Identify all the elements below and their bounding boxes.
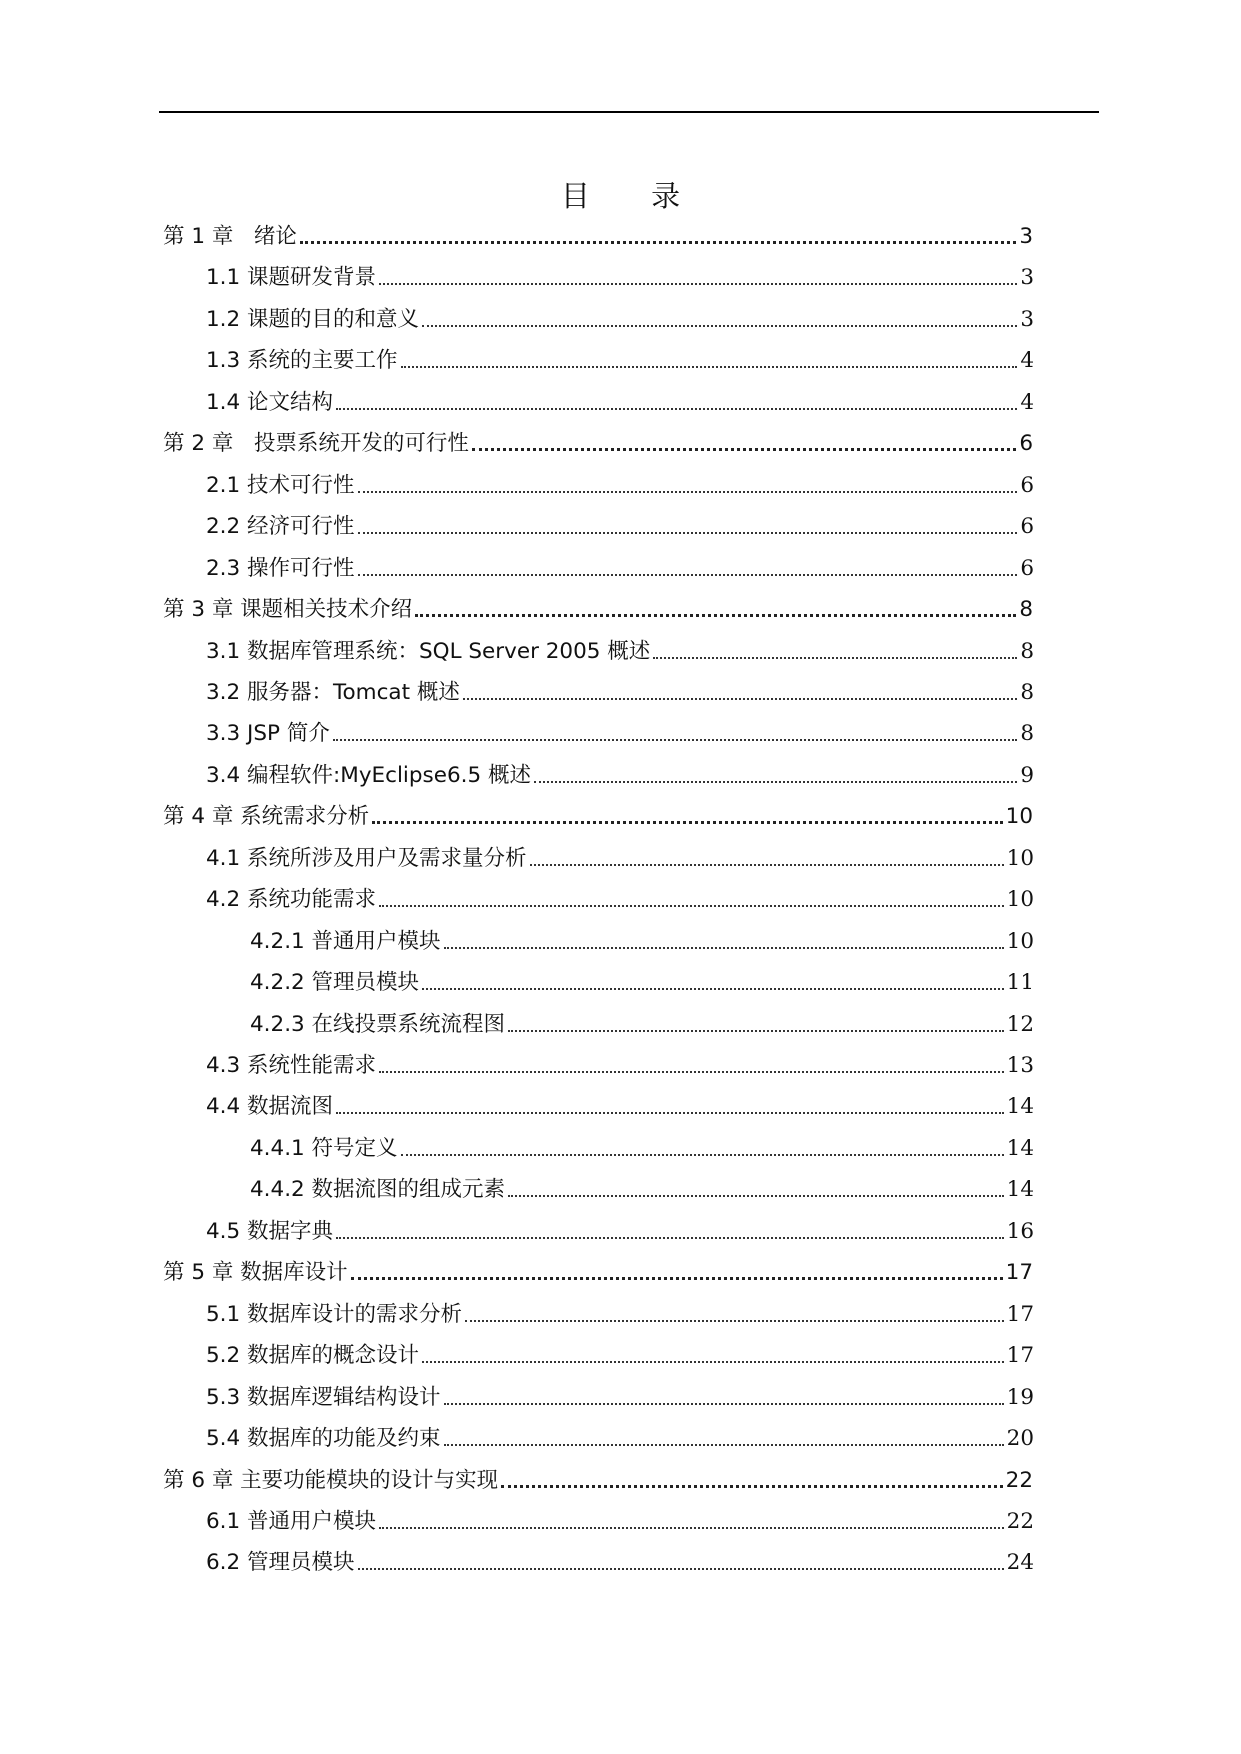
toc-entry-label: 1.1 课题研发背景 [206, 265, 377, 291]
toc-page-number: 6 [1020, 514, 1034, 540]
toc-chapter-entry[interactable] [163, 425, 1033, 459]
toc-page-number: 4 [1020, 389, 1034, 415]
toc-page-number: 10 [1006, 845, 1034, 871]
toc-subsection-entry[interactable] [250, 1006, 1034, 1040]
toc-chapter-entry[interactable] [163, 798, 1033, 832]
toc-entry-label: 第 3 章 课题相关技术介绍 [163, 597, 413, 623]
toc-dot-leader [336, 1112, 1004, 1114]
toc-page-number: 9 [1020, 762, 1034, 788]
toc-entry-label: 第 6 章 主要功能模块的设计与实现 [163, 1467, 499, 1493]
toc-dot-leader [653, 657, 1017, 659]
toc-dot-leader [333, 739, 1017, 741]
toc-title-text: 目 录 [560, 179, 707, 213]
toc-title [0, 176, 1241, 216]
toc-section-entry[interactable] [206, 550, 1034, 584]
toc-section-entry[interactable] [206, 1047, 1034, 1081]
toc-entry-label: 4.2.1 普通用户模块 [250, 928, 441, 954]
toc-dot-leader [372, 821, 1002, 824]
toc-dot-leader [401, 366, 1018, 368]
toc-page-number: 8 [1020, 679, 1034, 705]
toc-page-number: 13 [1006, 1053, 1034, 1078]
toc-section-entry[interactable] [206, 1379, 1034, 1413]
toc-page-number: 14 [1006, 1094, 1034, 1120]
toc-section-entry[interactable] [206, 1296, 1034, 1330]
toc-dot-leader [336, 408, 1017, 410]
toc-page-number: 10 [1006, 928, 1034, 954]
toc-dot-leader [422, 325, 1017, 327]
toc-page-number: 22 [1006, 1508, 1034, 1534]
toc-section-entry[interactable] [206, 1088, 1034, 1122]
toc-entry-label: 1.3 系统的主要工作 [206, 348, 398, 374]
toc-section-entry[interactable] [206, 342, 1034, 376]
toc-section-entry[interactable] [206, 259, 1034, 293]
toc-entry-label: 4.2 系统功能需求 [206, 887, 377, 913]
toc-entry-label: 5.3 数据库逻辑结构设计 [206, 1384, 441, 1410]
toc-page-number: 22 [1005, 1467, 1033, 1493]
toc-section-entry[interactable] [206, 1420, 1034, 1454]
header-rule [159, 111, 1099, 113]
toc-entry-label: 5.2 数据库的概念设计 [206, 1343, 420, 1369]
toc-section-entry[interactable] [206, 757, 1034, 791]
toc-section-entry[interactable] [206, 301, 1034, 335]
toc-section-entry[interactable] [206, 674, 1034, 708]
toc-page-number: 17 [1006, 1301, 1034, 1327]
toc-chapter-entry[interactable] [163, 1462, 1033, 1496]
toc-section-entry[interactable] [206, 1544, 1034, 1578]
toc-entry-label: 1.2 课题的目的和意义 [206, 306, 420, 332]
toc-dot-leader [379, 905, 1004, 907]
toc-section-entry[interactable] [206, 1503, 1034, 1537]
toc-chapter-entry[interactable] [163, 1254, 1033, 1288]
toc-dot-leader [444, 1403, 1004, 1405]
toc-chapter-entry[interactable] [163, 218, 1033, 252]
toc-dot-leader [379, 1527, 1004, 1529]
toc-dot-leader [358, 1568, 1004, 1570]
toc-page-number: 17 [1006, 1343, 1034, 1369]
toc-page-number: 6 [1019, 431, 1033, 457]
toc-subsection-entry[interactable] [250, 1130, 1034, 1164]
toc-dot-leader [379, 283, 1017, 285]
toc-entry-label: 4.3 系统性能需求 [206, 1053, 377, 1078]
toc-section-entry[interactable] [206, 1337, 1034, 1371]
toc-dot-leader [463, 698, 1017, 700]
toc-entry-label: 2.3 操作可行性 [206, 555, 355, 581]
toc-section-entry[interactable] [206, 840, 1034, 874]
toc-dot-leader [508, 1195, 1004, 1197]
toc-entry-label: 5.4 数据库的功能及约束 [206, 1426, 441, 1452]
toc-entry-label: 3.1 数据库管理系统：SQL Server 2005 概述 [206, 638, 651, 664]
toc-section-entry[interactable] [206, 467, 1034, 501]
toc-page-number: 16 [1006, 1218, 1034, 1244]
toc-dot-leader [530, 864, 1004, 866]
toc-entry-label: 2.2 经济可行性 [206, 514, 355, 540]
toc-page-number: 3 [1020, 265, 1034, 291]
toc-dot-leader [422, 1361, 1004, 1363]
toc-entry-label: 6.1 普通用户模块 [206, 1508, 377, 1534]
toc-section-entry[interactable] [206, 633, 1034, 667]
toc-entry-label: 4.2.2 管理员模块 [250, 970, 420, 996]
toc-entry-label: 4.4 数据流图 [206, 1094, 334, 1120]
toc-page-number: 14 [1006, 1177, 1034, 1203]
toc-dot-leader [534, 781, 1017, 783]
toc-section-entry[interactable] [206, 715, 1034, 749]
toc-entry-label: 3.4 编程软件:MyEclipse6.5 概述 [206, 762, 531, 788]
toc-entry-label: 3.3 JSP 简介 [206, 721, 330, 747]
toc-dot-leader [358, 532, 1018, 534]
toc-subsection-entry[interactable] [250, 1171, 1034, 1205]
toc-page-number: 11 [1006, 970, 1034, 996]
toc-page-number: 3 [1020, 306, 1034, 332]
toc-entry-label: 6.2 管理员模块 [206, 1550, 355, 1576]
toc-dot-leader [300, 241, 1016, 244]
toc-page-number: 19 [1006, 1384, 1034, 1410]
toc-chapter-entry[interactable] [163, 591, 1033, 625]
toc-dot-leader [379, 1071, 1004, 1073]
toc-dot-leader [444, 947, 1004, 949]
toc-entry-label: 4.5 数据字典 [206, 1218, 334, 1244]
toc-page-number: 6 [1020, 555, 1034, 581]
toc-subsection-entry[interactable] [250, 923, 1034, 957]
toc-entry-label: 第 4 章 系统需求分析 [163, 804, 370, 830]
toc-section-entry[interactable] [206, 881, 1034, 915]
toc-page-number: 3 [1019, 224, 1033, 249]
toc-dot-leader [422, 988, 1004, 990]
toc-section-entry[interactable] [206, 1213, 1034, 1247]
toc-page-number: 10 [1006, 887, 1034, 913]
toc-section-entry[interactable] [206, 508, 1034, 542]
toc-dot-leader [358, 491, 1018, 493]
toc-dot-leader [358, 574, 1018, 576]
toc-dot-leader [501, 1485, 1002, 1488]
toc-dot-leader [401, 1154, 1004, 1156]
toc-dot-leader [336, 1237, 1004, 1239]
toc-entry-label: 第 2 章 投票系统开发的可行性 [163, 431, 469, 457]
toc-entry-label: 4.4.2 数据流图的组成元素 [250, 1177, 506, 1203]
toc-page-number: 10 [1005, 804, 1033, 830]
toc-dot-leader [465, 1320, 1004, 1322]
toc-entry-label: 第 1 章 绪论 [163, 224, 297, 249]
toc-dot-leader [444, 1444, 1004, 1446]
toc-dot-leader [415, 614, 1016, 617]
toc-entry-label: 4.1 系统所涉及用户及需求量分析 [206, 845, 527, 871]
toc-page-number: 17 [1005, 1260, 1033, 1286]
toc-entry-label: 1.4 论文结构 [206, 389, 334, 415]
toc-dot-leader [351, 1277, 1003, 1280]
toc-page-number: 24 [1006, 1550, 1034, 1576]
toc-page-number: 6 [1020, 472, 1034, 498]
toc-page-number: 12 [1006, 1011, 1034, 1037]
toc-entry-label: 第 5 章 数据库设计 [163, 1260, 348, 1286]
toc-entry-label: 2.1 技术可行性 [206, 472, 355, 498]
toc-section-entry[interactable] [206, 384, 1034, 418]
toc-page-number: 8 [1020, 638, 1034, 664]
toc-page-number: 8 [1019, 597, 1033, 623]
toc-entry-label: 4.2.3 在线投票系统流程图 [250, 1011, 506, 1037]
toc-dot-leader [472, 448, 1016, 451]
toc-entry-label: 3.2 服务器：Tomcat 概述 [206, 679, 460, 705]
toc-dot-leader [508, 1030, 1004, 1032]
toc-entry-label: 5.1 数据库设计的需求分析 [206, 1301, 463, 1327]
toc-page-number: 20 [1006, 1426, 1034, 1452]
toc-page-number: 14 [1006, 1135, 1034, 1161]
toc-page-number: 8 [1020, 721, 1034, 747]
toc-subsection-entry[interactable] [250, 964, 1034, 998]
toc-page-number: 4 [1020, 348, 1034, 374]
toc-entry-label: 4.4.1 符号定义 [250, 1135, 398, 1161]
